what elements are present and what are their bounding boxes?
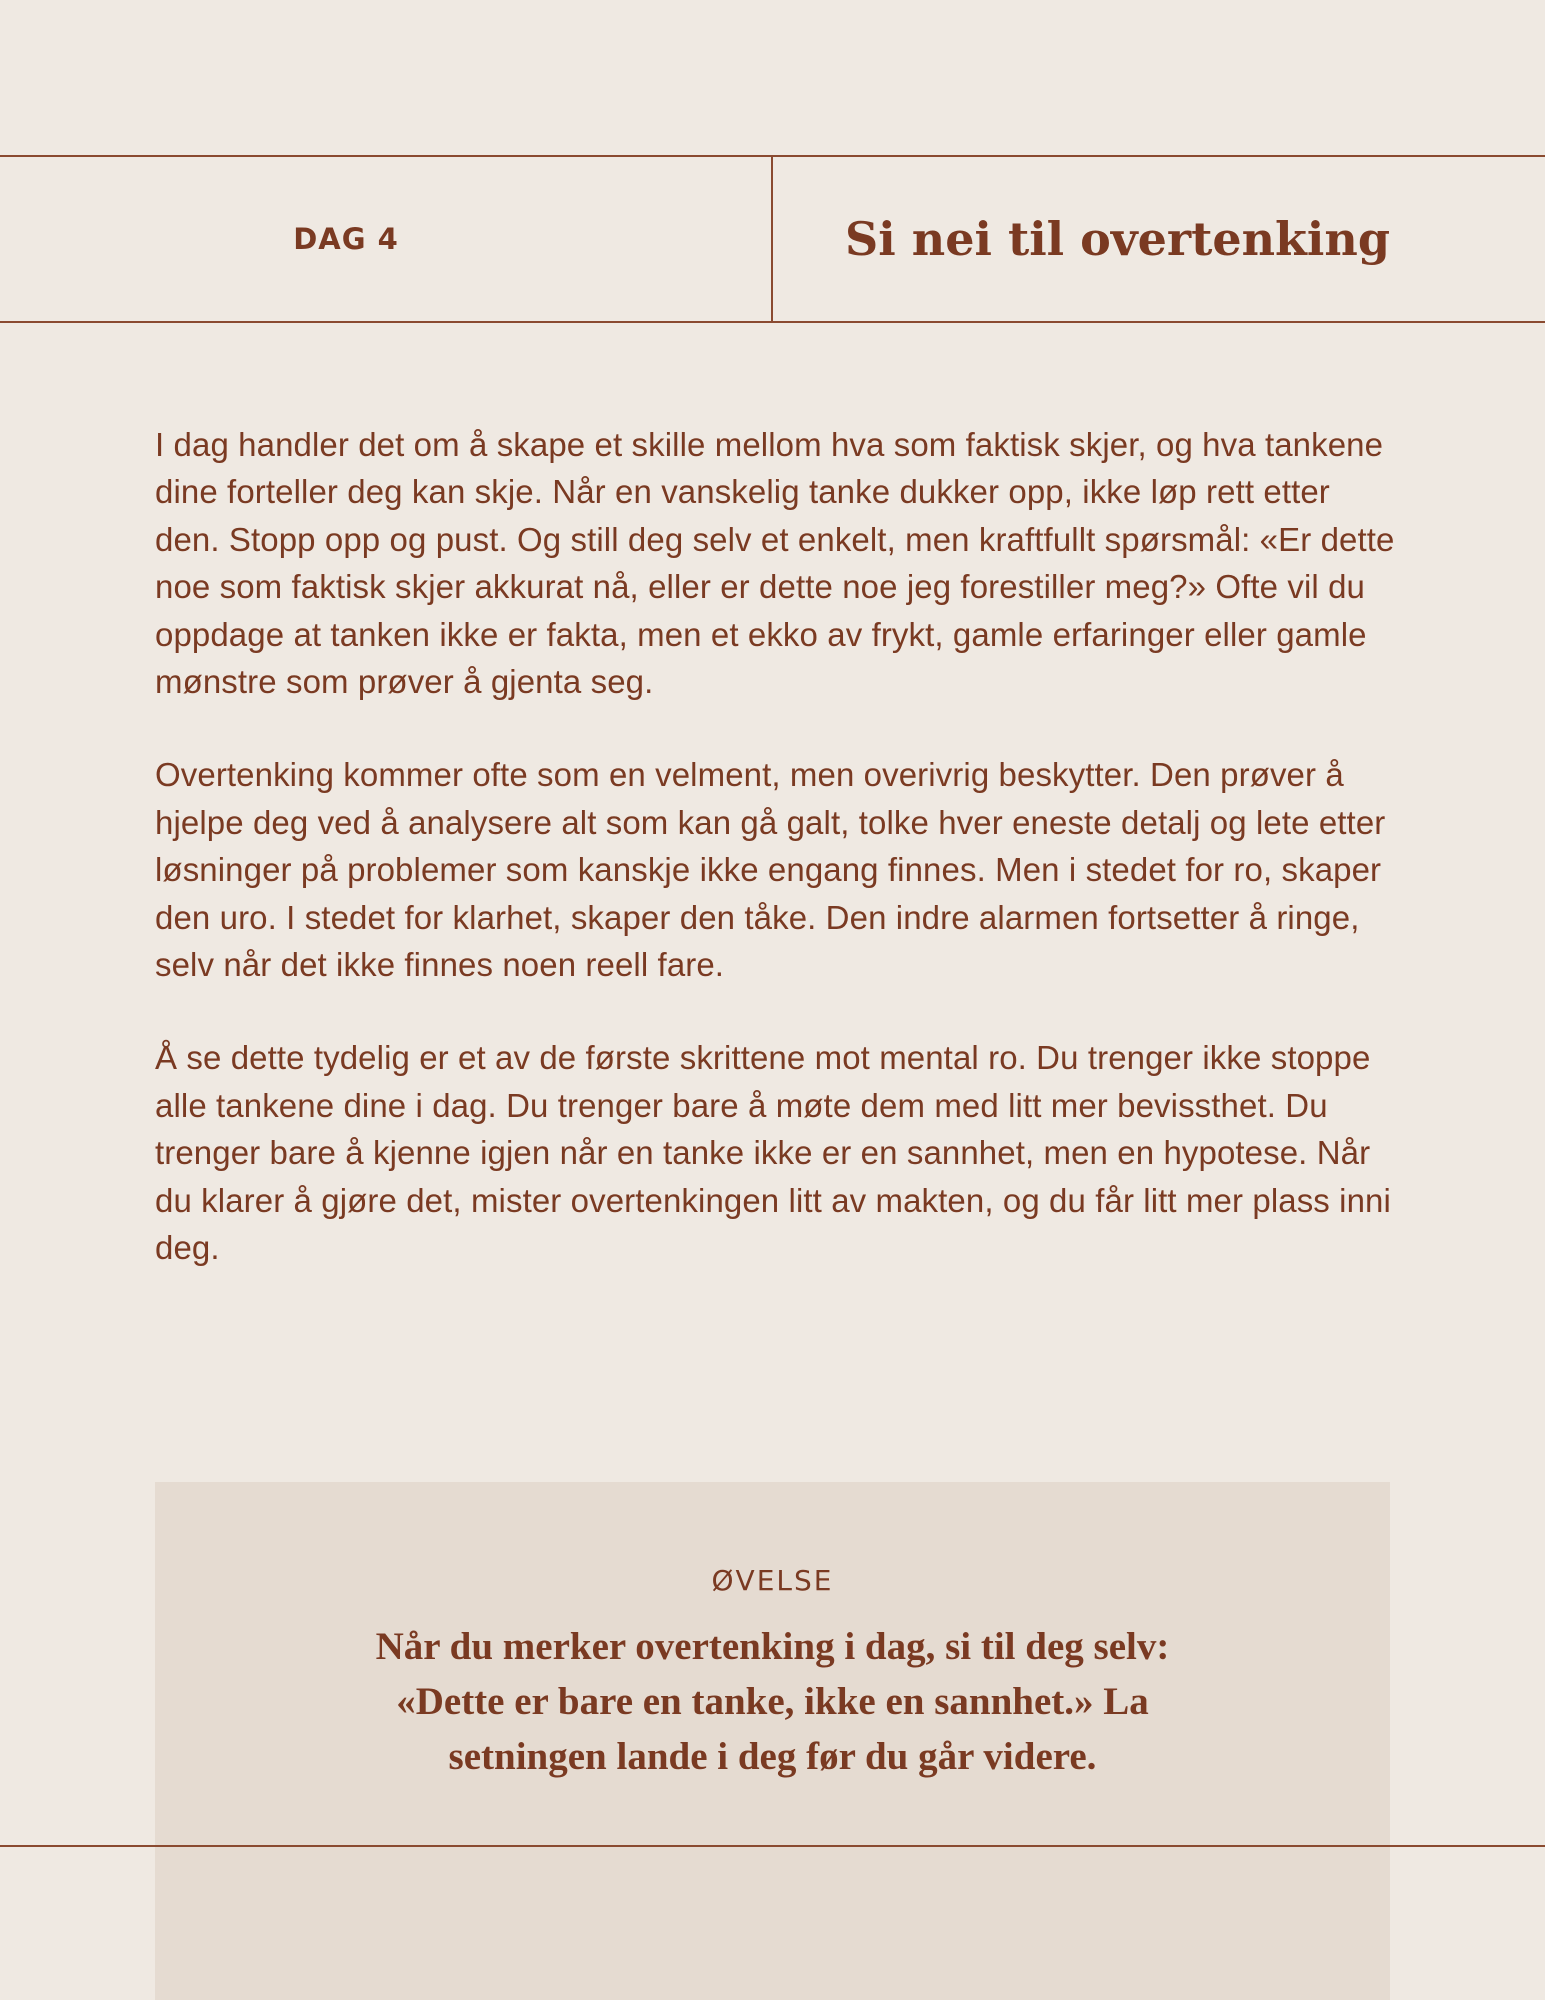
- exercise-box: [155, 1482, 1390, 2000]
- paragraph: I dag handler det om å skape et skille mellom hva som faktisk skjer, og hva tankene dine forteller deg kan skje. Når en vanskelig tanke dukker opp, ikke løp rett etter den. Stopp opp og pust. Og still deg selv et enkelt, men kraftfullt spørsmål: «Er dette noe som faktisk skjer akkurat nå, eller er dette noe jeg forestiller meg?» Ofte vil du oppdage at tanken ikke er fakta, men et ekko av frykt, gamle erfaringer eller gamle mønstre som prøver å gjenta seg.: [155, 426, 1395, 701]
- exercise-label: ØVELSE: [711, 1564, 834, 1597]
- day-label: DAG 4: [293, 222, 399, 256]
- paragraph: Å se dette tydelig er et av de første skrittene mot mental ro. Du trenger ikke stoppe alle tankene dine i dag. Du trenger bare å møte dem med litt mer bevissthet. Du trenger bare å kjenne igjen når en tanke ikke er en sannhet, men en hypotese. Når du klarer å gjøre det, mister overtenkingen litt av makten, og du får litt mer plass inni deg.: [155, 1039, 1391, 1267]
- paragraph: Overtenking kommer ofte som en velment, men overivrig beskytter. Den prøver å hjelpe deg ved å analysere alt som kan gå galt, tolke hver eneste detalj og lete etter løsninger på problemer som kanskje ikke engang finnes. Men i stedet for ro, skaper den uro. I stedet for klarhet, skaper den tåke. Den indre alarmen fortsetter å ringe, selv når det ikke finnes noen reell fare.: [155, 756, 1386, 984]
- exercise-text: Når du merker overtenking i dag, si til deg selv: «Dette er bare en tanke, ikke en sannhet.» La setningen lande i deg før du går videre.: [375, 1625, 1170, 1778]
- body-text: [155, 421, 1400, 1318]
- page-title: Si nei til overtenking: [845, 212, 1390, 266]
- footer-rule: [0, 1845, 1545, 1847]
